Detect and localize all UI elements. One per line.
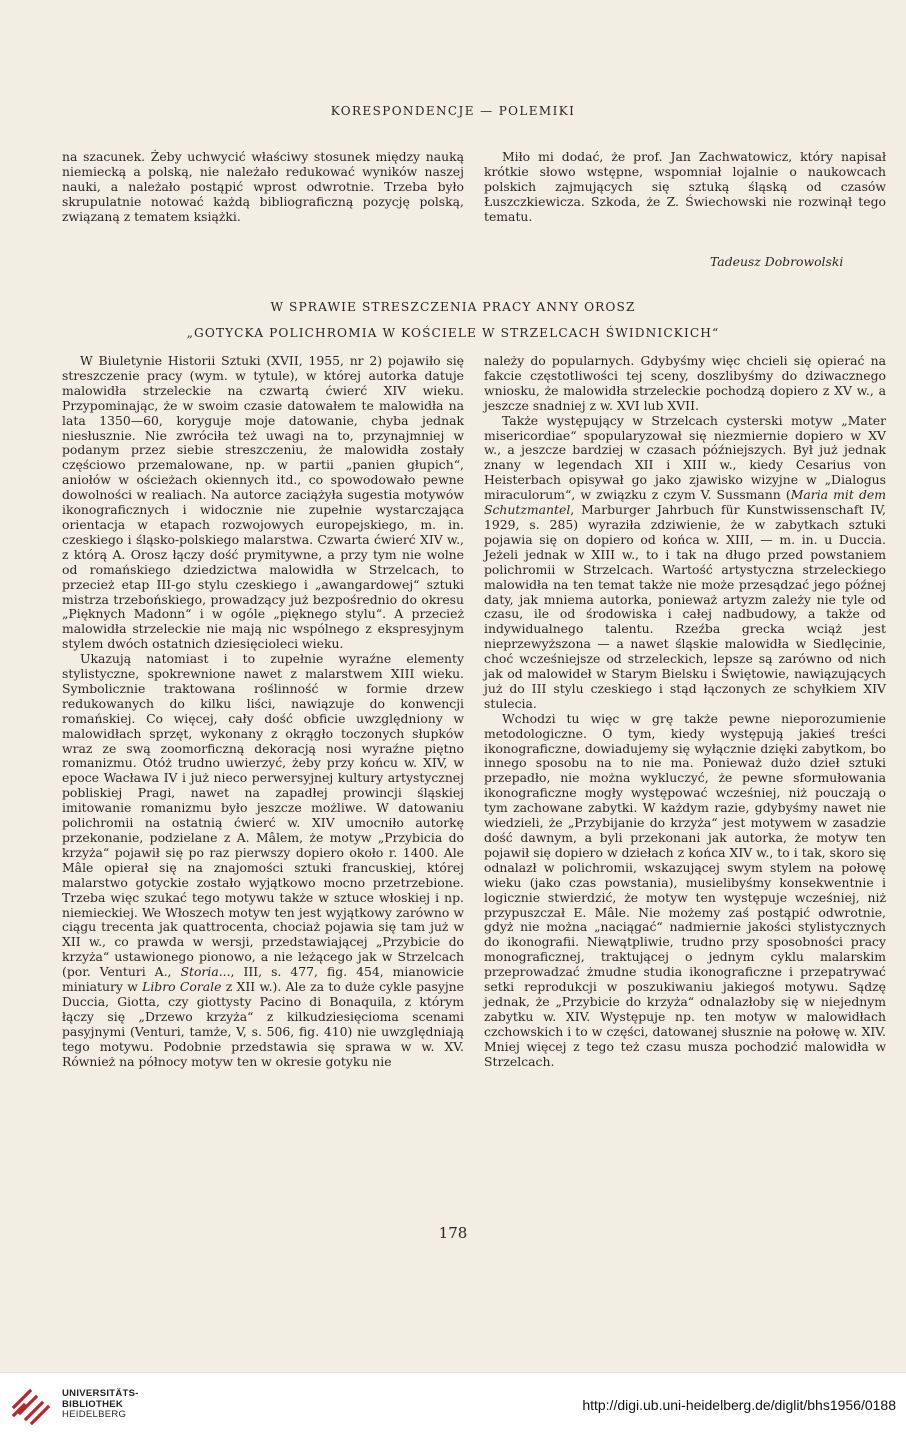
right-p2-text-a: Także występujący w Strzelcach cysterski motyw „Mater misericordiae“ spopularyzował się niezmiernie dopiero w XV w., a jeszcze bardziej w czasach późniejszych. Był już jednak znany w legendach XII i XIII w., kiedy Cesarius von Heisterbach opisywał go jako zjawisko wizyjne w „Dialogus miraculorum“, w związku z czym V. Sussmann ( [484, 412, 886, 503]
library-name-line1: UNIVERSITÄTS- [62, 1388, 139, 1399]
right-p2-text-b: , Marburger Jahrbuch für Kunstwissenschaft IV, 1929, s. 285) wyraziła zdziwienie, że w zabytkach sztuki pojawia się on dopiero od końca w. XIII, — m. in. u Duccia. Jeżeli jednak w XIII w., to i tak na długo przed powstaniem polichromii w Strzelcach. Wartość artystyczna strzeleckiego malowidła na ten temat także nie może przesądzać jego późnej daty, jak mniema autorka, ponieważ artyzm zależy nie tyle od czasu, ile od środowiska i całej nadbudowy, a także od indywidualnego talentu. Rzeźba grecka wciąż jest nieprzewyższona — a nawet śląskie malowidła w Siedlęcinie, choć wcześniejsze od strzeleckich, lepsze są zarówno od nich jak od malowideł w Starym Bielsku i Świętowie, nawiązujących już do III stylu czeskiego i stąd łączonych ze schyłkiem XIV stulecia. [484, 502, 886, 711]
footer-bar [0, 1372, 906, 1437]
library-name [62, 1389, 139, 1421]
top-right-column [484, 150, 886, 225]
library-name-line3: HEIDELBERG [62, 1409, 127, 1420]
right-paragraph-1: należy do popularnych. Gdybyśmy więc chcieli się opierać na fakcie częstotliwości tej sceny, doszlibyśmy do dziwacznego wniosku, że malowidła strzeleckie pochodzą dopiero z XV w., a jeszcze snadniej z w. XVI lub XVII. [484, 353, 886, 413]
page-number: 178 [438, 1224, 468, 1242]
signature: Tadeusz Dobrowolski [710, 254, 844, 269]
left-p2-italic-storia: Storia... [180, 964, 231, 980]
right-paragraph-3: Wchodzi tu więc w grę także pewne nieporozumienie metodologiczne. O tym, kiedy występują jakieś treści ikonograficzne, dowiadujemy się wyłącznie dzięki zabytkom, bo innego sposobu na to nie ma. Ponieważ dużo dzieł sztuki przepadło, nie można wykluczyć, że pewne sformułowania ikonograficzne mogły występować wcześniej, niż pouczają o tym zachowane zabytki. W każdym razie, gdybyśmy nawet nie wiedzieli, że „Przybijanie do krzyża“ jest motywem w zasadzie dość dawnym, a byli przekonani jak autorka, że motyw ten pojawił się dopiero w dziełach z końca XIV w., to i tak, skoro się odnalazł w polichromii, wskazującej swym stylem na połowę wieku (jako czas powstania), musielibyśmy konsekwentnie i logicznie stwierdzić, że motyw ten występuje wcześniej, niż przypuszczał E. Mâle. Nie możemy zaś postąpić odwrotnie, gdyż nie można „naciągać“ nadmiernie jakości stylistycznych do ikonografii. Niewątpliwie, trudno przy sposobności pracy monograficznej, traktującej o jednym cyklu malarskim przeprowadzać żmudne studia ikonograficzne i przepatrywać setki reprodukcji w poszukiwaniu jakiegoś motywu. Sądzę jednak, że „Przybicie do krzyża“ odnalazłoby się w niejednym zabytku w. XIV. Występuje np. ten motyw w malowidłach czchowskich i to w części, datowanej słusznie na połowę w. XIV. Mniej więcej z tego też czasu musza pochodzić malowidła w Strzelcach. [484, 710, 886, 1069]
left-p2-italic-libro: Libro Corale [142, 979, 222, 995]
article-title-line1: W SPRAWIE STRESZCZENIA PRACY ANNY OROSZ [270, 300, 636, 314]
top-left-paragraph: na szacunek. Żeby uchwycić właściwy stosunek między nauką niemiecką a polską, nie należało redukować wyników naszej nauki, a należało postąpić wprost odwrotnie. Trzeba było skrupulatnie notować każdą bibliograficzną pozycję polską, związaną z tematem książki. [62, 149, 464, 224]
left-paragraph-1: W Biuletynie Historii Sztuki (XVII, 1955, nr 2) pojawiło się streszczenie pracy (wym. w tytule), w której autorka datuje malowidła strzeleckie na czwartą ćwierć XIV wieku. Przypominając, że w swoim czasie datowałem te malowidła na lata 1350—60, koryguje moje datowanie, chyba jednak niesłusznie. Nie zwróciła też uwagi na to, przynajmniej w podanym przez siebie streszczeniu, że malowidła zostały częściowo przemalowane, np. w partii „panien głupich“, aniołów w ościeżach okiennych itd., co spowodowało pewne dowolności w realiach. Na autorce zaciążyła sugestia motywów ikonograficznych i widocznie nie zupełnie wystarczająca orientacja w etapach rozwojowych europejskiego, m. in. czeskiego i śląsko-polskiego malarstwa. Czwarta ćwierć XIV w., z którą A. Orosz łączy dość prymitywne, a przy tym nie wolne od romańskiego dziedzictwa malowidła w Strzelcach, to przecież etap III-go stylu czeskiego i „awangardowej“ sztuki mistrza trzebońskiego, prowadzący już bezpośrednio do okresu „Pięknych Madonn“ i w ogóle „pięknego stylu“. A przecież malowidła strzeleckie nie mają nic wspólnego z ekspresyjnym stylem dwóch ostatnich dziesięcioleci wieku. [62, 353, 464, 652]
right-p2-italic-maria: Maria mit dem Schutzmantel [484, 487, 886, 518]
left-p2-text-b: , III, s. 477, fig. 454, mianowicie miniatury w [62, 964, 464, 995]
right-paragraph-2 [484, 414, 886, 712]
left-p2-text-a: Ukazują natomiast i to zupełnie wyraźne elementy stylistyczne, spokrewnione nawet z malarstwem XIII wieku. Symbolicznie traktowana roślinność w formie drzew redukowanych do kilku liści, nawiązuje do konwencji romańskiej. Co więcej, cały dość obficie uwzględniony w malowidłach sprzęt, wykonany z okrągło toczonych słupków wraz ze swą zoomorficzną dekoracją nosi wyraźne piętno romanizmu. Otóż trudno uwierzyć, żeby przy końcu w. XIV, w epoce Wacława IV i już nieco perwersyjnej kultury artystycznej pobliskiej Pragi, nawet na zapadłej prowincji śląskiej imitowanie romanizmu było jeszcze możliwe. W datowaniu polichromii na ostatnią ćwierć w. XIV umocniło autorkę przekonanie, podzielane z A. Mâlem, że motyw „Przybicia do krzyża“ pojawił się po raz pierwszy dopiero około r. 1400. Ale Mâle opierał się na znajomości sztuki francuskiej, której malarstwo gotyckie zostało wyjątkowo mocno przetrzebione. Trzeba więc szukać tego motywu także w sztuce włoskiej i np. niemieckiej. We Włoszech motyw ten jest wyjątkowy zarówno w ciągu trecenta jak quattrocenta, chociaż pojawia się tam już w XII w., co prawda w wersji, przedstawiającej „Przybicie do krzyża“ ustawionego pionowo, a nie leżącego jak w Strzelcach (por. Venturi A., [62, 651, 464, 980]
right-column [484, 354, 886, 1070]
left-p2-text-c: z XII w.). Ale za to duże cykle pasyjne Duccia, Giotta, czy giottysty Pacino di Bonaquila, z którym łączy się „Drzewo krzyża“ z kilkudziesięcioma scenami pasyjnymi (Venturi, tamże, V, s. 506, fig. 410) nie uwzględniają tego motywu. Podobnie przedstawia się sprawa w w. XV. Również na północy motyw ten w okresie gotyku nie [62, 979, 464, 1069]
library-logo-icon[interactable] [10, 1383, 56, 1425]
left-paragraph-2 [62, 652, 464, 1069]
left-column [62, 354, 464, 1070]
running-head: KORESPONDENCJE — POLEMIKI [330, 104, 576, 118]
library-name-line2: BIBLIOTHEK [62, 1398, 124, 1410]
article-title-line2: „GOTYCKA POLICHROMIA W KOŚCIELE W STRZELCACH ŚWIDNICKICH“ [186, 326, 720, 340]
source-url-link[interactable]: http://digi.ub.uni-heidelberg.de/diglit/bhs1956/0188 [582, 1397, 896, 1413]
top-right-paragraph: Miło mi dodać, że prof. Jan Zachwatowicz, który napisał krótkie słowo wstępne, wspomniał lojalnie o naukowcach polskich zajmujących się sztuką śląską od czasów Łuszczkiewicza. Szkoda, że Z. Świechowski nie rozwinął tego tematu. [484, 149, 886, 224]
top-left-column [62, 150, 464, 225]
